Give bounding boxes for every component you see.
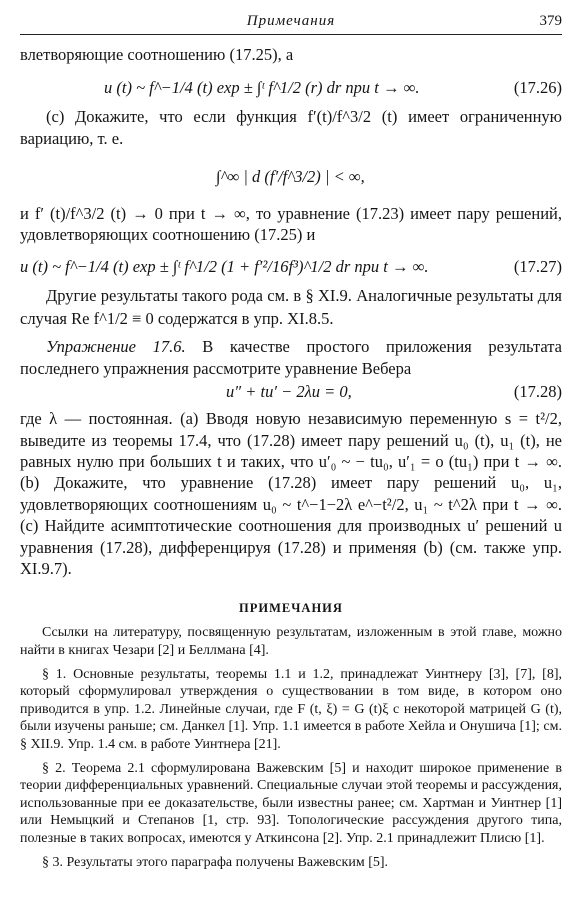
notes-heading: ПРИМЕЧАНИЯ xyxy=(239,601,343,616)
equation-17-28 xyxy=(20,380,562,408)
paragraph-other-results: Другие результаты такого рода см. в § XI.9. Аналогичные результаты для случая Re f^1/2 ≡ 0 содержатся в упр. XI.8.5. xyxy=(20,286,562,328)
equation-number: (17.27) xyxy=(513,257,562,277)
equation-variation xyxy=(20,151,562,203)
paragraph-weber: где λ — постоянная. (a) Вводя новую независимую переменную s = t²/2, выведите из теоремы 17.4, что (17.28) имеет пару решений u₀ (t), u₁ (t), не равных нулю при больших t и таких, что u′₀ ~ − tu₀, u′₁ = o (tu₁) при t → ∞. (b) Докажите, что уравнение (17.28) имеет пару решений u₀, u₁, удовлетворяющих соотношениям u₀ ~ t^−1−2λ e^−t²/2, u₁ ~ t^2λ при t → ∞. (c) Найдите асимптотические соотношения для производных u′ решений u уравнения (17.28), дифференцируя (17.28) и применяя (b) (см. также упр. XI.9.7). xyxy=(20,409,562,579)
paragraph-continuation: влетворяющие соотношению (17.25), а xyxy=(20,45,294,64)
notes-section-3: § 3. Результаты этого параграфа получены Важевским [5]. xyxy=(42,854,389,870)
exercise-label: Упражнение 17.6. xyxy=(46,336,186,356)
exercise-text: В качестве простого приложения результата последнего упражнения рассмотрите уравнение Вебера xyxy=(20,336,562,379)
running-title: Примечания xyxy=(246,13,336,29)
equation-17-27 xyxy=(20,245,562,285)
page-header xyxy=(20,10,562,35)
equation-formula: u (t) ~ f^−1/4 (t) exp ± ∫ᵗ f^1/2 (1 + f′²/16f³)^1/2 dr при t → ∞. xyxy=(20,257,429,277)
main-text xyxy=(20,44,562,871)
exercise-17-6 xyxy=(20,336,562,380)
page-number: 379 xyxy=(539,13,562,29)
notes-section-1: § 1. Основные результаты, теоремы 1.1 и 1.2, принадлежат Уинтнеру [3], [7], [8], который сформулировал утверждения о существовании в том виде, в котором оно приводится в упр. 1.2. Линейные случаи, где F (t, ξ) = G (t)ξ с некоторой матрицей G (t), были изучены раньше; см. Данкел [1]. Упр. 1.1 имеется в работе Хейла и Онушича [1]; см. § XII.9. Упр. 1.4 см. в работе Уинтнера [21]. xyxy=(20,666,562,753)
equation-number: (17.26) xyxy=(513,78,562,98)
notes-section-2: § 2. Теорема 2.1 сформулирована Важевским [5] и находит широкое применение в теории дифференциальных уравнений. Специальные случаи этой теоремы и рассуждения, использованные при ее доказательстве, были известны ранее; см. Хартман и Уинтнер [1] или Немыцкий и Степанов [1, стр. 93]. Топологические рассуждения другого типа, полезные в таких вопросах, имеются у Аткинсона [2]. Упр. 2.1 принадлежит Плисю [1]. xyxy=(20,760,562,847)
notes-intro: Ссылки на литературу, посвященную результатам, изложенным в этой главе, можно найти в книгах Чезари [2] и Беллмана [4]. xyxy=(20,625,562,659)
equation-formula: u (t) ~ f^−1/4 (t) exp ± ∫ᵗ f^1/2 (r) dr при t → ∞. xyxy=(104,78,420,98)
notes-section xyxy=(20,624,562,871)
equation-17-26 xyxy=(20,66,562,106)
equation-formula: u″ + tu′ − 2λu = 0, xyxy=(226,382,352,402)
paragraph-condition: и f′ (t)/f^3/2 (t) → 0 при t → ∞, то уравнение (17.23) имеет пару решений, удовлетворяющих соотношению (17.25) и xyxy=(20,203,562,245)
equation-formula: ∫^∞ | d (f′/f^3/2) | < ∞, xyxy=(216,166,365,186)
equation-number: (17.28) xyxy=(513,382,562,402)
paragraph-part-c: (c) Докажите, что если функция f′(t)/f^3/2 (t) имеет ограниченную вариацию, т. е. xyxy=(20,107,562,149)
